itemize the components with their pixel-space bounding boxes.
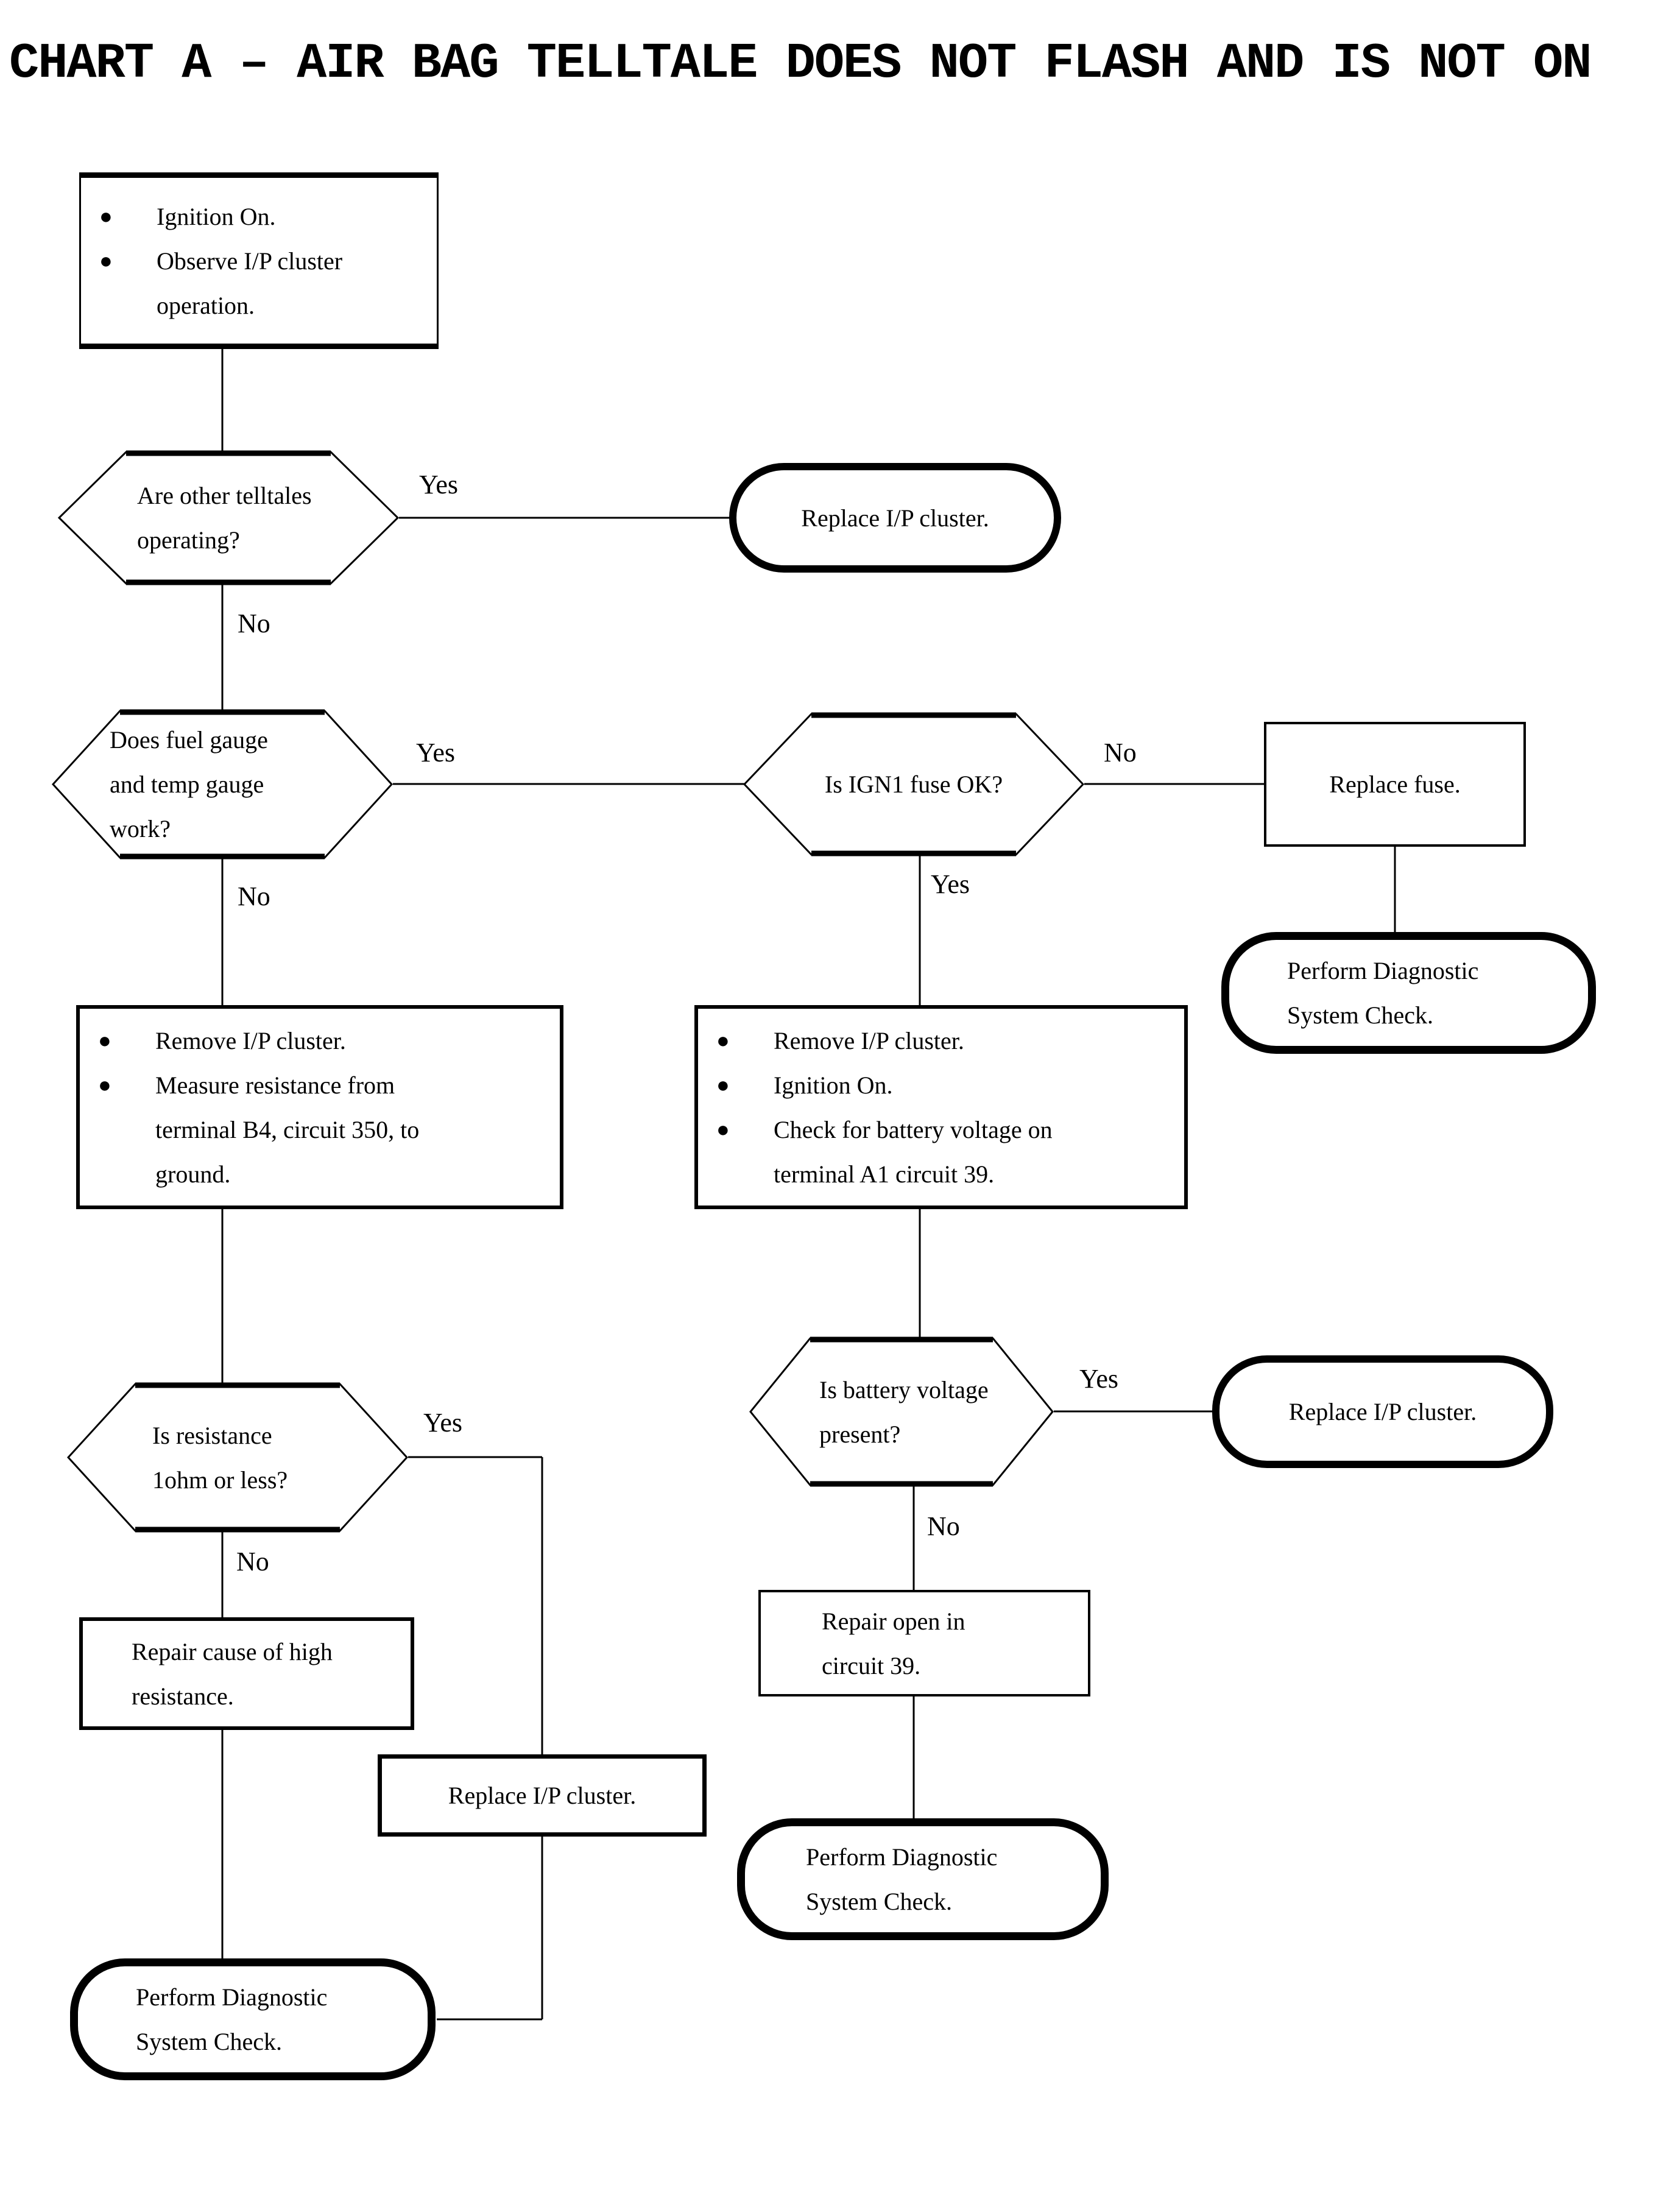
terminal-perform-diagnostic-mid bbox=[737, 1818, 1109, 1940]
edge-label-yes: Yes bbox=[931, 869, 970, 899]
list-item bbox=[716, 1063, 1184, 1107]
decision-fuel-temp-gauge bbox=[52, 710, 393, 859]
bullet-icon: ● bbox=[98, 1028, 111, 1053]
decision-battery-voltage bbox=[749, 1337, 1054, 1486]
decision-other-telltales bbox=[58, 451, 399, 585]
bullet-text: Observe I/P cluster operation. bbox=[157, 247, 343, 319]
process-repair-open-circuit39 bbox=[758, 1590, 1090, 1696]
bullet-icon: ● bbox=[99, 248, 113, 273]
bullet-icon: ● bbox=[98, 1072, 111, 1097]
terminal-text: Perform Diagnostic System Check. bbox=[136, 1983, 328, 2055]
decision-text: Does fuel gauge and temp gauge work? bbox=[110, 726, 268, 842]
edge-label-no: No bbox=[238, 609, 270, 638]
process-measure-resistance bbox=[76, 1005, 563, 1209]
decision-text: Is battery voltage present? bbox=[819, 1375, 989, 1448]
bullet-icon: ● bbox=[716, 1028, 730, 1053]
edge-label-no: No bbox=[238, 881, 270, 911]
decision-text: Are other telltales operating? bbox=[137, 482, 312, 554]
edge-label-yes: Yes bbox=[1079, 1364, 1119, 1394]
decision-ign1-fuse bbox=[743, 713, 1084, 856]
terminal-replace-ip-cluster-top bbox=[729, 463, 1061, 573]
bullet-text: Remove I/P cluster. bbox=[774, 1026, 964, 1054]
page-title: CHART A – AIR BAG TELLTALE DOES NOT FLASH AND IS NOT ON bbox=[9, 35, 1591, 92]
list-item bbox=[716, 1107, 1184, 1196]
process-text: Repair cause of high resistance. bbox=[132, 1637, 333, 1710]
edge-label-yes: Yes bbox=[419, 470, 459, 500]
bullet-text: Ignition On. bbox=[774, 1071, 893, 1099]
process-replace-fuse bbox=[1264, 722, 1526, 847]
start-box bbox=[79, 172, 439, 349]
terminal-perform-diagnostic-right bbox=[1221, 932, 1596, 1054]
terminal-text: Replace I/P cluster. bbox=[801, 504, 989, 532]
bullet-icon: ● bbox=[716, 1072, 730, 1097]
bullet-text: Remove I/P cluster. bbox=[155, 1026, 346, 1054]
terminal-replace-ip-cluster-right bbox=[1212, 1355, 1553, 1468]
terminal-perform-diagnostic-left bbox=[70, 1958, 436, 2080]
bullet-icon: ● bbox=[99, 203, 113, 228]
edge-label-yes: Yes bbox=[423, 1408, 463, 1438]
bullet-text: Ignition On. bbox=[157, 202, 276, 230]
decision-text: Is resistance 1ohm or less? bbox=[152, 1421, 288, 1494]
decision-resistance-1ohm bbox=[67, 1383, 408, 1532]
list-item bbox=[99, 194, 437, 239]
process-replace-ip-cluster-left bbox=[378, 1754, 707, 1837]
bullet-text: Measure resistance from terminal B4, circuit 350, to ground. bbox=[155, 1071, 420, 1188]
terminal-text: Perform Diagnostic System Check. bbox=[1287, 957, 1479, 1029]
bullet-icon: ● bbox=[716, 1117, 730, 1142]
process-text: Replace I/P cluster. bbox=[448, 1782, 637, 1809]
process-text: Replace fuse. bbox=[1329, 771, 1461, 798]
edge-label-no: No bbox=[1104, 738, 1137, 768]
list-item bbox=[98, 1063, 560, 1196]
process-text: Repair open in circuit 39. bbox=[822, 1607, 965, 1679]
list-item bbox=[716, 1019, 1184, 1063]
terminal-text: Perform Diagnostic System Check. bbox=[806, 1843, 998, 1915]
list-item bbox=[99, 239, 437, 328]
edge-label-yes: Yes bbox=[416, 738, 456, 768]
decision-text: Is IGN1 fuse OK? bbox=[824, 771, 1003, 798]
bullet-text: Check for battery voltage on terminal A1 circuit 39. bbox=[774, 1115, 1053, 1188]
edge-label-no: No bbox=[927, 1511, 960, 1541]
terminal-text: Replace I/P cluster. bbox=[1288, 1398, 1477, 1425]
process-check-battery-voltage bbox=[694, 1005, 1188, 1209]
edge-label-no: No bbox=[236, 1547, 269, 1576]
process-repair-high-resistance bbox=[79, 1617, 414, 1730]
list-item bbox=[98, 1019, 560, 1063]
